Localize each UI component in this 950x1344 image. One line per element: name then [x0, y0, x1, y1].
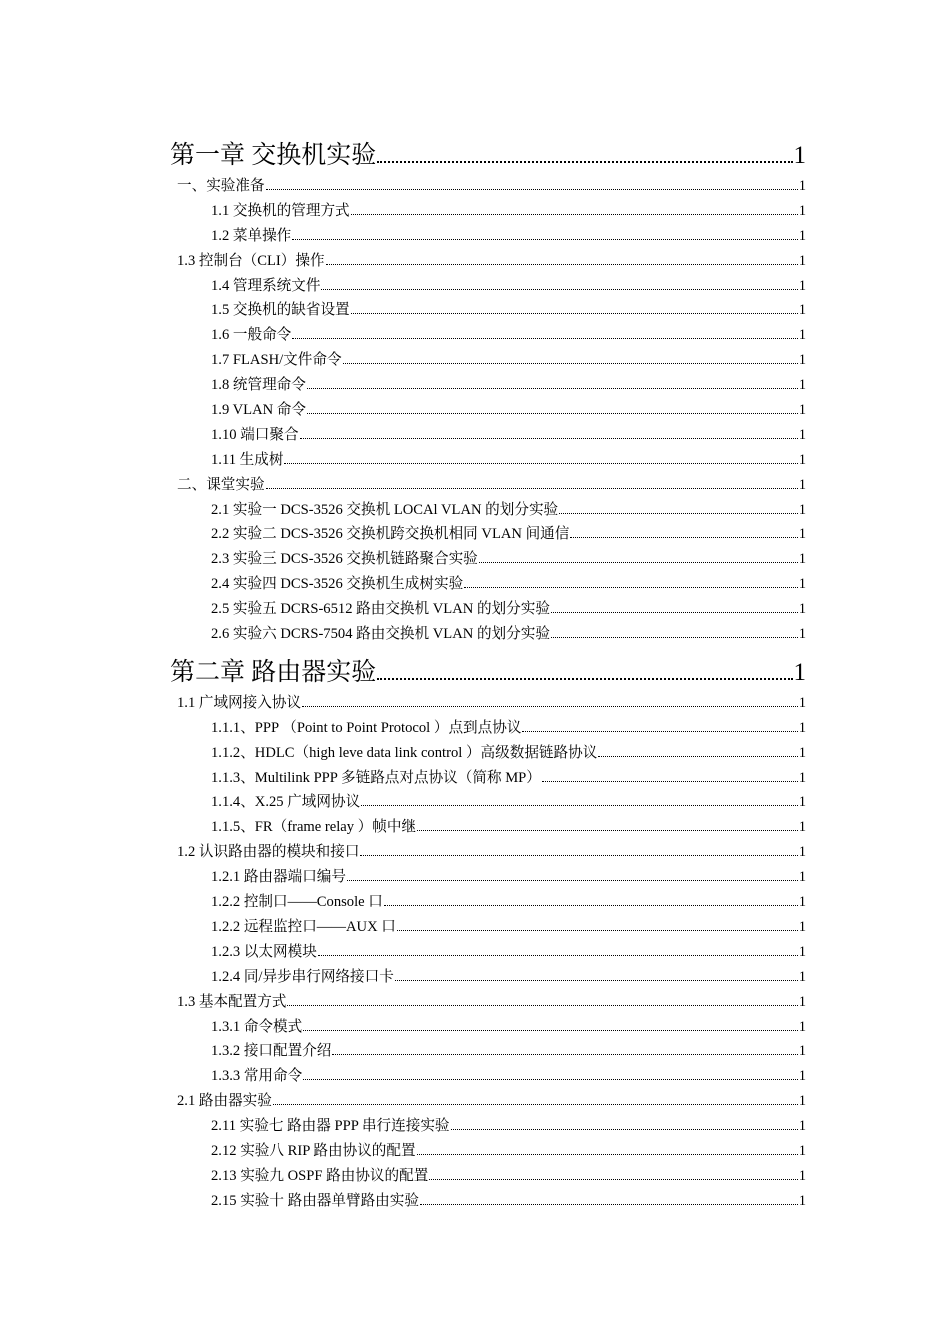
toc-entry[interactable]: [170, 224, 806, 249]
dot-leader: [347, 880, 798, 881]
dot-leader: [326, 264, 798, 265]
dot-leader: [360, 855, 797, 856]
toc-page-number: 1: [798, 327, 806, 344]
dot-leader: [420, 1204, 798, 1205]
toc-page-number: 1: [798, 869, 806, 886]
toc-page-number: 1: [798, 968, 806, 985]
dot-leader: [377, 161, 792, 163]
toc-page-number: 1: [798, 719, 806, 736]
dot-leader: [551, 637, 798, 638]
toc-entry-title: 1.3 基本配置方式: [177, 993, 287, 1010]
dot-leader: [397, 930, 798, 931]
dot-leader: [479, 562, 798, 563]
toc-page-number: 1: [798, 1068, 806, 1085]
toc-page-number: 1: [798, 526, 806, 543]
toc-entry-title: 1.3 控制台（CLI）操作: [177, 252, 325, 269]
toc-entry-title: 2.2 实验二 DCS-3526 交换机跨交换机相同 VLAN 间通信: [211, 526, 570, 543]
toc-page-number: 1: [798, 202, 806, 219]
toc-entry[interactable]: [170, 1189, 806, 1214]
dot-leader: [307, 388, 798, 389]
toc-entry[interactable]: [170, 1015, 806, 1040]
toc-page-number: 1: [798, 1018, 806, 1035]
toc-entry[interactable]: [170, 398, 806, 423]
table-of-contents: [170, 134, 806, 1214]
toc-entry-title: 1.3.2 接口配置介绍: [211, 1043, 332, 1060]
toc-entry[interactable]: [170, 940, 806, 965]
toc-page-number: 1: [798, 377, 806, 394]
toc-entry[interactable]: [170, 448, 806, 473]
dot-leader: [570, 537, 797, 538]
toc-entry-title: 1.2.2 远程监控口——AUX 口: [211, 918, 396, 935]
toc-page-number: 1: [798, 894, 806, 911]
toc-entry[interactable]: [170, 790, 806, 815]
toc-entry[interactable]: [170, 522, 806, 547]
dot-leader: [384, 905, 798, 906]
toc-entry[interactable]: [170, 1064, 806, 1089]
toc-page-number: 1: [798, 918, 806, 935]
dot-leader: [318, 955, 798, 956]
dot-leader: [551, 612, 798, 613]
toc-entry[interactable]: [170, 348, 806, 373]
toc-entry[interactable]: [170, 815, 806, 840]
toc-entry-title: 2.1 路由器实验: [177, 1093, 272, 1110]
toc-entry[interactable]: [170, 547, 806, 572]
toc-entry-title: 1.2.3 以太网模块: [211, 943, 317, 960]
toc-page-number: 1: [793, 142, 806, 169]
dot-leader: [302, 706, 798, 707]
toc-entry-title: 2.12 实验八 RIP 路由协议的配置: [211, 1142, 416, 1159]
toc-page-number: 1: [798, 1167, 806, 1184]
toc-entry-title: 第二章 路由器实验: [170, 658, 377, 686]
toc-entry[interactable]: [170, 890, 806, 915]
toc-entry-title: 1.1 广域网接入协议: [177, 694, 302, 711]
toc-entry[interactable]: [170, 915, 806, 940]
toc-entry-title: 1.8 统管理命令: [211, 377, 306, 394]
toc-entry-title: 1.2.2 控制口——Console 口: [211, 894, 383, 911]
toc-entry[interactable]: [170, 716, 806, 741]
toc-entry-title: 1.7 FLASH/文件命令: [211, 352, 342, 369]
toc-page-number: 1: [798, 402, 806, 419]
toc-page-number: 1: [798, 451, 806, 468]
dot-leader: [266, 189, 798, 190]
toc-entry-title: 1.1.4、X.25 广域网协议: [211, 794, 361, 811]
toc-entry-title: 1.9 VLAN 命令: [211, 402, 306, 419]
toc-entry-title: 1.2 菜单操作: [211, 227, 292, 244]
dot-leader: [542, 781, 798, 782]
toc-entry-title: 1.4 管理系统文件: [211, 277, 321, 294]
dot-leader: [395, 980, 798, 981]
toc-entry-title: 1.5 交换机的缺省设置: [211, 302, 350, 319]
toc-entry-title: 1.3.1 命令模式: [211, 1018, 303, 1035]
toc-entry-title: 2.13 实验九 OSPF 路由协议的配置: [211, 1167, 429, 1184]
dot-leader: [464, 587, 798, 588]
toc-entry-title: 2.1 实验一 DCS-3526 交换机 LOCAl VLAN 的划分实验: [211, 501, 559, 518]
toc-entry[interactable]: [170, 274, 806, 299]
toc-entry[interactable]: [170, 840, 806, 865]
dot-leader: [451, 1129, 798, 1130]
toc-page-number: 1: [798, 993, 806, 1010]
toc-entry-title: 一、实验准备: [177, 178, 265, 194]
dot-leader: [307, 413, 798, 414]
toc-page-number: 1: [798, 178, 806, 194]
dot-leader: [417, 1154, 798, 1155]
dot-leader: [292, 239, 797, 240]
toc-entry-title: 1.3.3 常用命令: [211, 1068, 303, 1085]
dot-leader: [361, 805, 798, 806]
chapter-spacer: [170, 647, 806, 651]
toc-entry-title: 2.5 实验五 DCRS-6512 路由交换机 VLAN 的划分实验: [211, 601, 550, 618]
dot-leader: [332, 1054, 797, 1055]
toc-entry[interactable]: [170, 498, 806, 523]
dot-leader: [292, 338, 797, 339]
toc-page-number: 1: [798, 227, 806, 244]
dot-leader: [303, 1079, 797, 1080]
toc-entry-title: 1.2.4 同/异步串行网络接口卡: [211, 968, 394, 985]
dot-leader: [321, 289, 797, 290]
dot-leader: [273, 1104, 798, 1105]
toc-page-number: 1: [798, 1142, 806, 1159]
toc-page-number: 1: [798, 302, 806, 319]
toc-page-number: 1: [798, 769, 806, 786]
toc-page-number: 1: [798, 794, 806, 811]
toc-entry[interactable]: [170, 965, 806, 990]
toc-entry-title: 2.11 实验七 路由器 PPP 串行连接实验: [211, 1118, 450, 1135]
toc-page-number: 1: [798, 1093, 806, 1110]
toc-page-number: 1: [798, 576, 806, 593]
toc-page-number: 1: [798, 694, 806, 711]
toc-entry-title: 2.3 实验三 DCS-3526 交换机链路聚合实验: [211, 551, 478, 568]
toc-entry[interactable]: [170, 1089, 806, 1114]
dot-leader: [284, 463, 797, 464]
dot-leader: [300, 438, 798, 439]
dot-leader: [351, 214, 798, 215]
toc-entry[interactable]: [170, 691, 806, 716]
toc-entry[interactable]: [170, 423, 806, 448]
toc-entry[interactable]: [170, 1039, 806, 1064]
toc-entry-title: 1.10 端口聚合: [211, 426, 299, 443]
toc-entry-title: 1.1.5、FR（frame relay ）帧中继: [211, 819, 417, 836]
toc-entry-title: 1.2 认识路由器的模块和接口: [177, 844, 360, 861]
toc-entry[interactable]: [170, 373, 806, 398]
toc-entry-title: 2.15 实验十 路由器单臂路由实验: [211, 1192, 419, 1209]
toc-page-number: 1: [798, 551, 806, 568]
dot-leader: [266, 488, 798, 489]
dot-leader: [559, 513, 798, 514]
toc-page-number: 1: [798, 426, 806, 443]
toc-entry[interactable]: [170, 249, 806, 274]
toc-page-number: 1: [798, 1118, 806, 1135]
toc-entry-title: 第一章 交换机实验: [170, 142, 377, 169]
toc-entry[interactable]: [170, 766, 806, 791]
toc-entry-title: 2.4 实验四 DCS-3526 交换机生成树实验: [211, 576, 464, 593]
toc-entry[interactable]: [170, 174, 806, 199]
toc-page-number: 1: [798, 501, 806, 518]
toc-entry-title: 1.2.1 路由器端口编号: [211, 869, 346, 886]
toc-entry[interactable]: [170, 572, 806, 597]
toc-entry[interactable]: [170, 1139, 806, 1164]
toc-page-number: 1: [798, 744, 806, 761]
dot-leader: [598, 756, 797, 757]
toc-entry[interactable]: [170, 597, 806, 622]
toc-entry[interactable]: [170, 298, 806, 323]
toc-entry-title: 1.6 一般命令: [211, 327, 292, 344]
toc-entry-title: 1.1.2、HDLC（high leve data link control ）高级数据链路协议: [211, 744, 598, 761]
toc-chapter-entry[interactable]: [170, 652, 806, 686]
toc-entry[interactable]: [170, 741, 806, 766]
dot-leader: [429, 1179, 797, 1180]
toc-page-number: 1: [798, 819, 806, 836]
toc-entry-title: 1.1.1、PPP （Point to Point Protocol ）点到点协议: [211, 719, 522, 736]
toc-entry-title: 1.1.3、Multilink PPP 多链路点对点协议（简称 MP）: [211, 769, 541, 786]
toc-page-number: 1: [798, 1043, 806, 1060]
toc-entry[interactable]: [170, 473, 806, 498]
toc-page-number: 1: [798, 601, 806, 618]
toc-entry[interactable]: [170, 990, 806, 1015]
toc-entry[interactable]: [170, 199, 806, 224]
toc-page-number: 1: [793, 658, 806, 686]
toc-entry[interactable]: [170, 622, 806, 647]
toc-page-number: 1: [798, 1192, 806, 1209]
toc-entry-title: 2.6 实验六 DCRS-7504 路由交换机 VLAN 的划分实验: [211, 626, 550, 643]
toc-entry[interactable]: [170, 323, 806, 348]
toc-page-number: 1: [798, 626, 806, 643]
toc-entry[interactable]: [170, 1164, 806, 1189]
toc-page-number: 1: [798, 352, 806, 369]
dot-leader: [351, 313, 798, 314]
toc-page-number: 1: [798, 252, 806, 269]
dot-leader: [522, 731, 797, 732]
dot-leader: [417, 830, 798, 831]
toc-page-number: 1: [798, 844, 806, 861]
toc-entry-title: 1.1 交换机的管理方式: [211, 202, 350, 219]
toc-entry[interactable]: [170, 1114, 806, 1139]
dot-leader: [287, 1005, 797, 1006]
toc-entry-title: 1.11 生成树: [211, 451, 284, 468]
dot-leader: [303, 1030, 797, 1031]
toc-entry[interactable]: [170, 865, 806, 890]
toc-entry-title: 二、课堂实验: [177, 476, 265, 493]
toc-chapter-entry[interactable]: [170, 135, 806, 169]
toc-page-number: 1: [798, 277, 806, 294]
toc-page-number: 1: [798, 943, 806, 960]
dot-leader: [343, 363, 798, 364]
dot-leader: [377, 678, 792, 680]
toc-page-number: 1: [798, 476, 806, 493]
